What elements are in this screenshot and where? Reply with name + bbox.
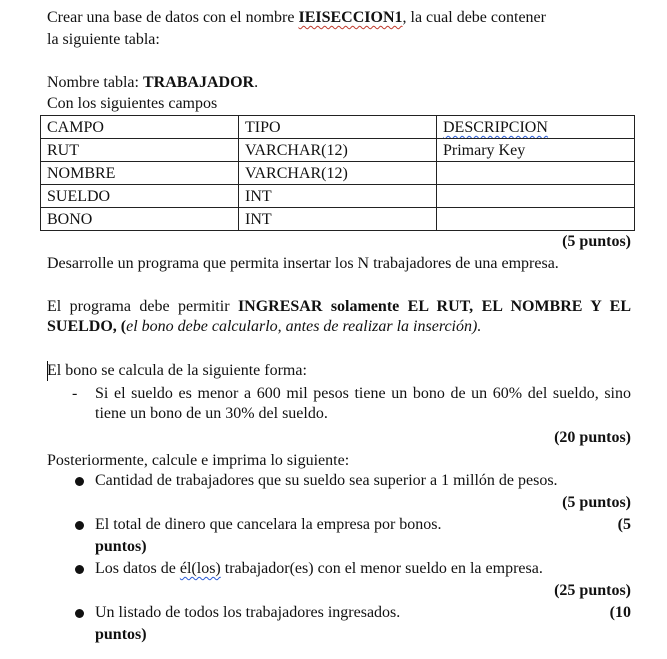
list-item: Un listado de todos los trabajadores ingresados.: [95, 604, 401, 621]
dash-marker: -: [72, 385, 78, 402]
cell-tipo: INT: [239, 208, 437, 231]
fields-caption: Con los siguientes campos: [47, 95, 218, 112]
header-campo: CAMPO: [41, 116, 239, 139]
program-description: Desarrolle un programa que permita insertar los N trabajadores de una empresa.: [47, 255, 559, 272]
points-label: (25 puntos): [554, 582, 631, 599]
requirement-bold: INGRESAR solamente EL RUT, EL NOMBRE Y EL SUELDO, (: [47, 298, 632, 335]
cell-descripcion: [437, 185, 635, 208]
cell-tipo: VARCHAR(12): [239, 162, 437, 185]
requirement-text: El programa debe permitir: [47, 298, 238, 315]
list-item-text-end: trabajador(es) con el menor sueldo en la empresa.: [220, 560, 543, 577]
points-label: (10: [609, 604, 631, 621]
points-label: (5: [617, 516, 631, 533]
header-tipo: TIPO: [239, 116, 437, 139]
bono-heading: El bono se calcula de la siguiente forma:: [47, 362, 307, 379]
cell-campo: RUT: [41, 139, 239, 162]
cell-descripcion: [437, 208, 635, 231]
points-label: (5 puntos): [562, 494, 631, 511]
bullet-icon: [75, 609, 84, 618]
header-descripcion: [437, 116, 635, 139]
points-label-continued: puntos): [95, 626, 147, 643]
later-heading: Posteriormente, calcule e imprima lo siguiente:: [47, 452, 350, 469]
table-name-value: TRABAJADOR: [142, 74, 255, 91]
cell-descripcion: [437, 162, 635, 185]
bono-rule: Si el sueldo es menor a 600 mil pesos tiene un bono de un 60% del sueldo, sino tiene un bono de un 30% del sueldo.: [95, 385, 631, 422]
table-name-period: .: [254, 74, 259, 91]
intro-text-end: , la cual debe contener: [402, 9, 546, 26]
table-row: [41, 162, 635, 185]
list-item: Cantidad de trabajadores que su sueldo sea superior a 1 millón de pesos.: [95, 472, 558, 489]
table-name-line: [47, 73, 258, 93]
table-row: [41, 139, 635, 162]
table-header-row: [41, 116, 635, 139]
list-item: El total de dinero que cancelara la empresa por bonos.: [95, 516, 442, 533]
intro-line-1: [47, 8, 546, 28]
list-item-marked: él(los): [179, 560, 221, 577]
bullet-icon: [75, 477, 84, 486]
cell-tipo: INT: [239, 185, 437, 208]
cell-campo: BONO: [41, 208, 239, 231]
points-label: (5 puntos): [562, 233, 631, 250]
list-item: [95, 559, 543, 579]
points-label: (20 puntos): [554, 429, 631, 446]
bullet-icon: [75, 565, 84, 574]
cell-campo: SUELDO: [41, 185, 239, 208]
cell-tipo: VARCHAR(12): [239, 139, 437, 162]
bullet-icon: [75, 521, 84, 530]
intro-text: Crear una base de datos con el nombre: [47, 9, 299, 26]
table-row: [41, 185, 635, 208]
cell-descripcion: Primary Key: [437, 139, 635, 162]
program-requirement: [47, 297, 631, 337]
table-name-label: Nombre tabla:: [47, 74, 143, 91]
intro-line-2: la siguiente tabla:: [47, 31, 160, 48]
list-item-text: Los datos de: [95, 560, 180, 577]
requirement-italic: el bono debe calcularlo, antes de realizar la inserción).: [126, 318, 482, 335]
cell-campo: NOMBRE: [41, 162, 239, 185]
points-label-continued: puntos): [95, 538, 147, 555]
database-name: IEISECCION1: [298, 9, 403, 26]
table-row: [41, 208, 635, 231]
header-descripcion-text: DESCRIPCION: [443, 119, 548, 136]
fields-table: [40, 115, 635, 231]
